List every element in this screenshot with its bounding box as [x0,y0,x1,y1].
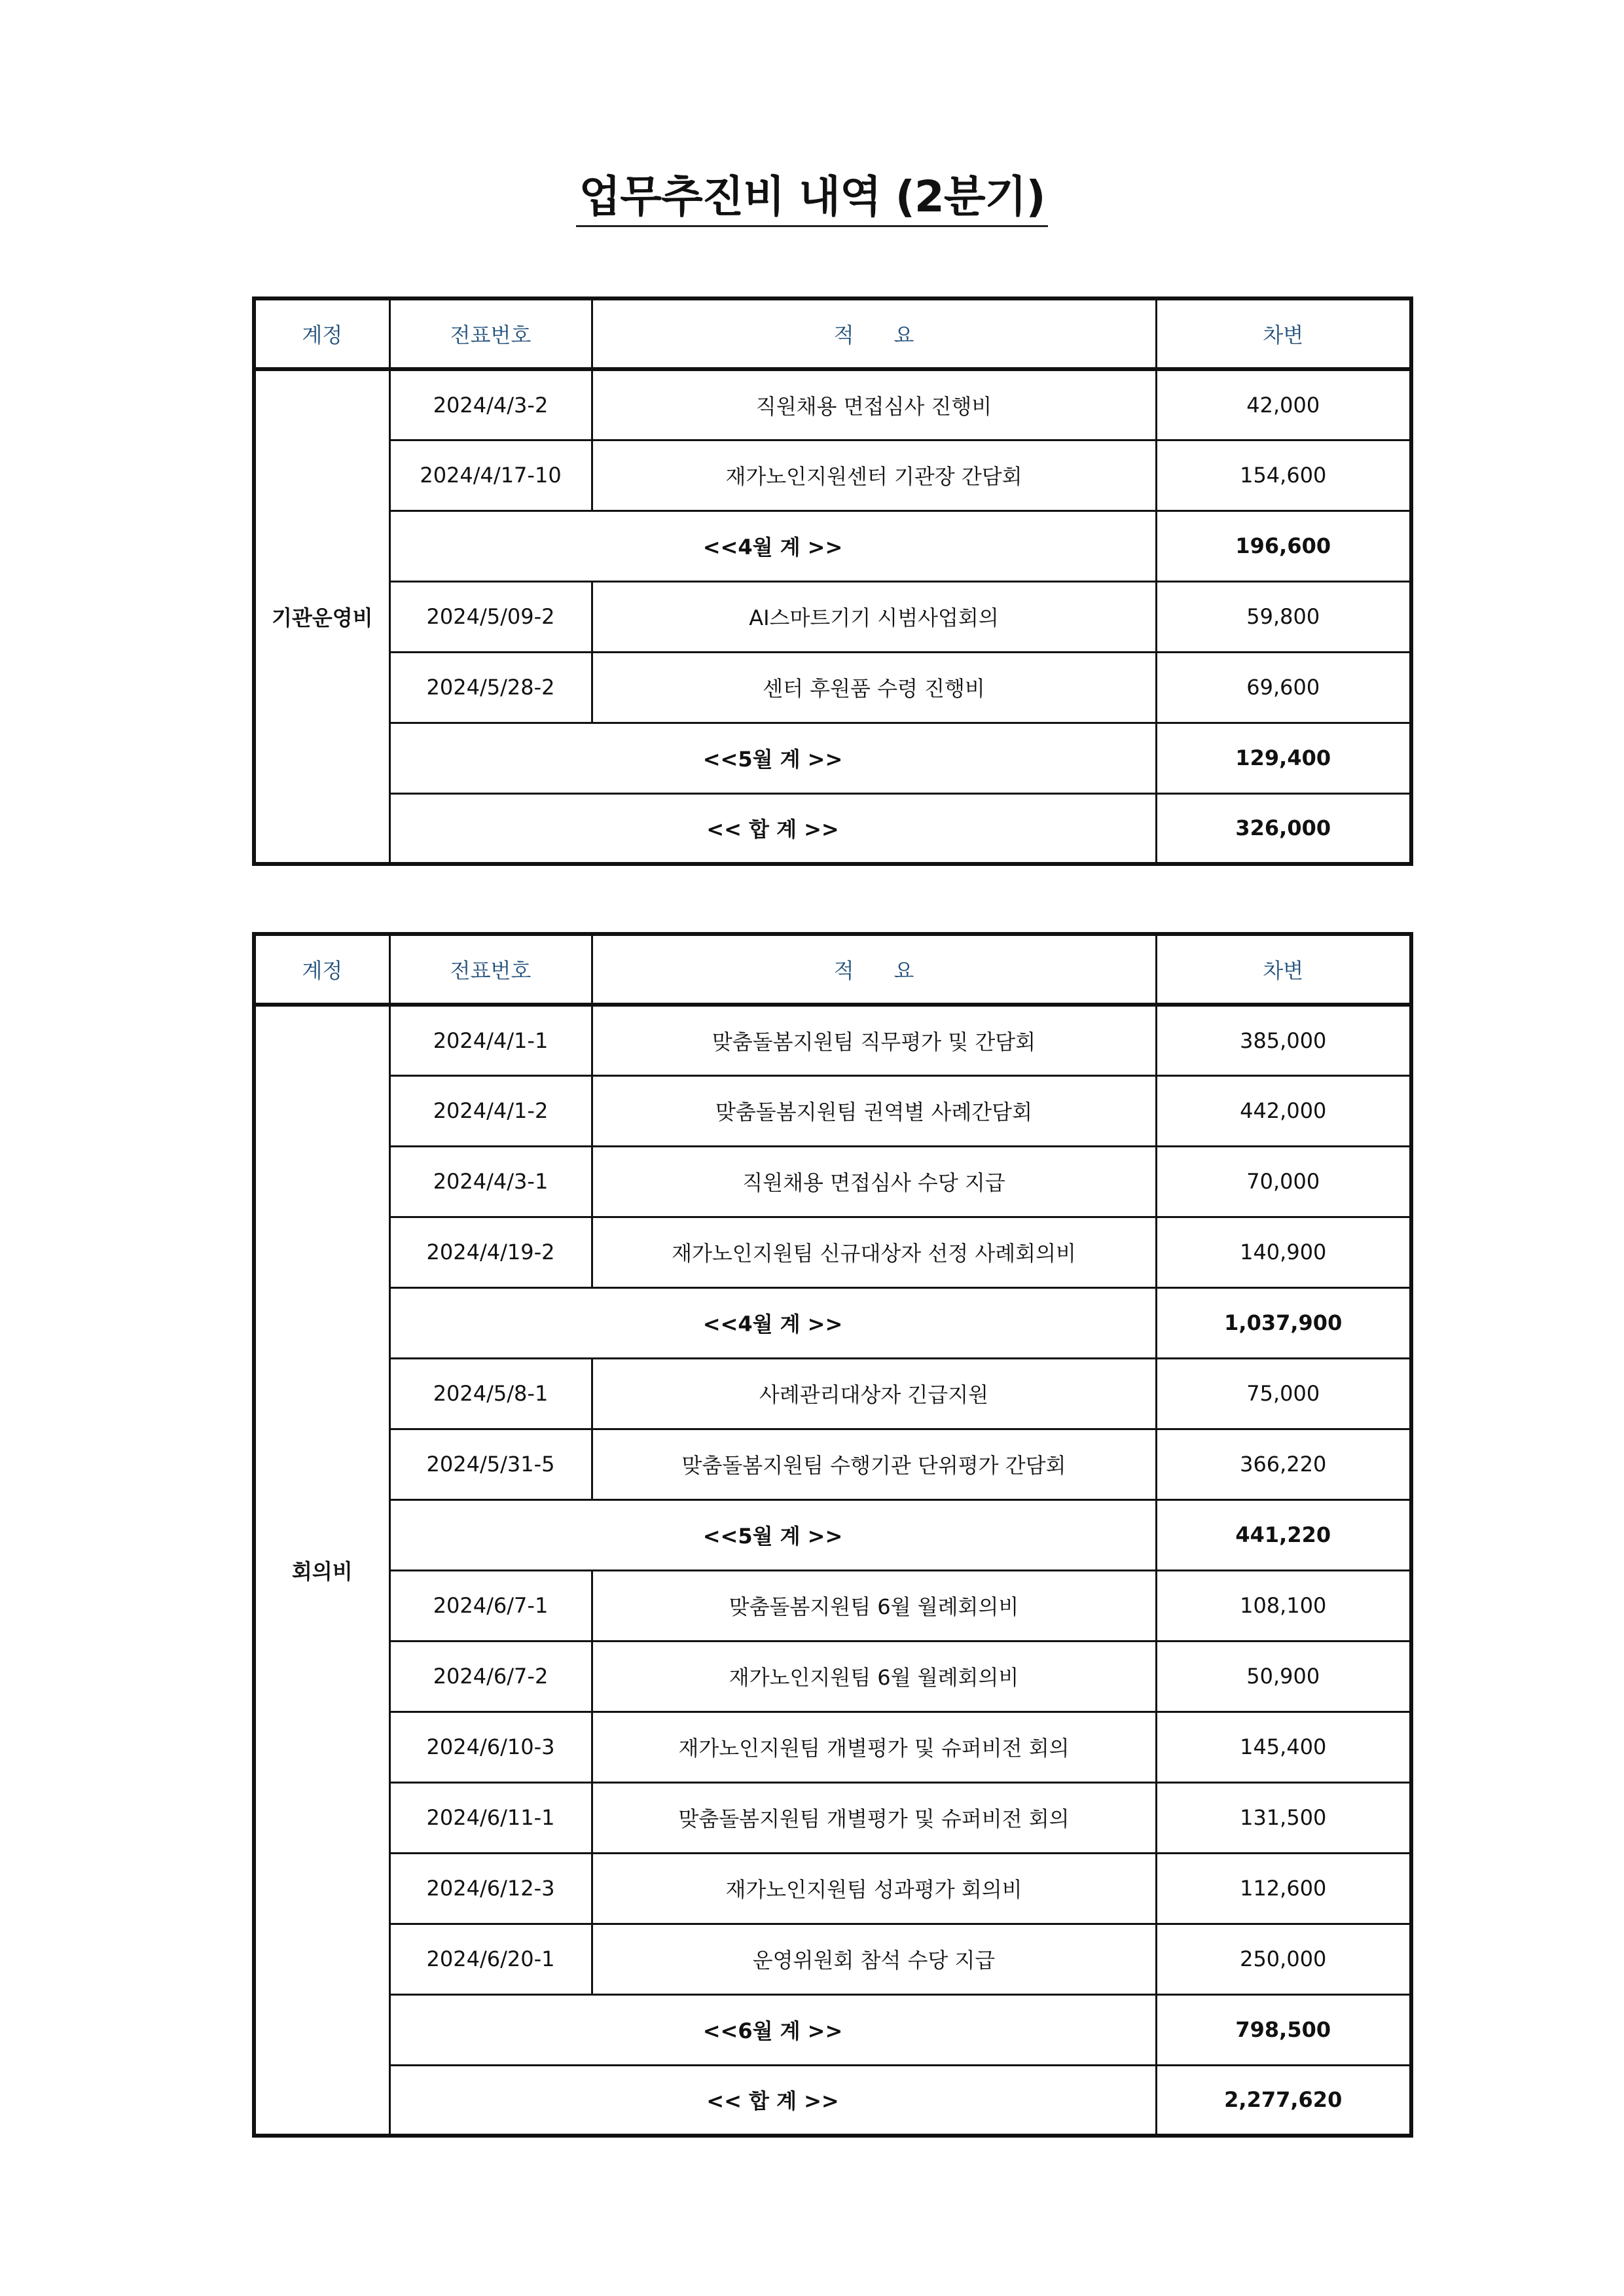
amount: 69,600 [1156,652,1411,723]
subtotal-amount: 441,220 [1156,1499,1411,1570]
amount: 131,500 [1156,1782,1411,1853]
amount: 145,400 [1156,1712,1411,1782]
description: 재가노인지원팀 개별평가 및 슈퍼비전 회의 [592,1712,1156,1782]
header-voucher: 전표번호 [389,298,592,369]
description: 맞춤돌봄지원팀 개별평가 및 슈퍼비전 회의 [592,1782,1156,1853]
table-row [254,1570,1411,1641]
header-description: 적 요 [592,934,1156,1005]
voucher-number: 2024/6/7-2 [389,1641,592,1712]
description: 재가노인지원팀 성과평가 회의비 [592,1853,1156,1924]
description: 맞춤돌봄지원팀 6월 월례회의비 [592,1570,1156,1641]
table-row [254,1358,1411,1429]
header-debit: 차변 [1156,298,1411,369]
description: 센터 후원품 수령 진행비 [592,652,1156,723]
voucher-number: 2024/6/11-1 [389,1782,592,1853]
header-account: 계정 [254,298,389,369]
description: 직원채용 면접심사 수당 지급 [592,1146,1156,1217]
voucher-number: 2024/5/31-5 [389,1429,592,1499]
voucher-number: 2024/4/17-10 [389,440,592,511]
subtotal-label: <<4월 계 >> [389,511,1156,581]
amount: 70,000 [1156,1146,1411,1217]
amount: 112,600 [1156,1853,1411,1924]
subtotal-label: << 합 계 >> [389,2065,1156,2136]
header-row [254,934,1411,1005]
page-title-text: 업무추진비 내역 (2분기) [576,173,1047,227]
subtotal-row [254,511,1411,581]
description: 맞춤돌봄지원팀 수행기관 단위평가 간담회 [592,1429,1156,1499]
table-row [254,1075,1411,1146]
voucher-number: 2024/6/7-1 [389,1570,592,1641]
page-title [0,171,1624,227]
amount: 42,000 [1156,369,1411,440]
amount: 50,900 [1156,1641,1411,1712]
amount: 75,000 [1156,1358,1411,1429]
description: 직원채용 면접심사 진행비 [592,369,1156,440]
table-row [254,1146,1411,1217]
header-row [254,298,1411,369]
subtotal-amount: 196,600 [1156,511,1411,581]
subtotal-row [254,1499,1411,1570]
table-row [254,1005,1411,1075]
subtotal-row [254,1287,1411,1358]
subtotal-amount: 2,277,620 [1156,2065,1411,2136]
header-voucher: 전표번호 [389,934,592,1005]
voucher-number: 2024/5/8-1 [389,1358,592,1429]
subtotal-label: <<6월 계 >> [389,1994,1156,2065]
subtotal-amount: 798,500 [1156,1994,1411,2065]
expense-table-operations [252,296,1413,866]
header-description: 적 요 [592,298,1156,369]
header-debit: 차변 [1156,934,1411,1005]
subtotal-row [254,1994,1411,2065]
amount: 250,000 [1156,1924,1411,1994]
amount: 154,600 [1156,440,1411,511]
subtotal-label: << 합 계 >> [389,793,1156,864]
amount: 385,000 [1156,1005,1411,1075]
amount: 59,800 [1156,581,1411,652]
table-row [254,440,1411,511]
description: 맞춤돌봄지원팀 권역별 사례간담회 [592,1075,1156,1146]
table-row [254,1641,1411,1712]
subtotal-label: <<4월 계 >> [389,1287,1156,1358]
table-row [254,1429,1411,1499]
description: 사례관리대상자 긴급지원 [592,1358,1156,1429]
amount: 366,220 [1156,1429,1411,1499]
voucher-number: 2024/4/1-1 [389,1005,592,1075]
description: 운영위원회 참석 수당 지급 [592,1924,1156,1994]
table-body [254,369,1411,864]
voucher-number: 2024/6/12-3 [389,1853,592,1924]
table-row [254,1853,1411,1924]
amount: 140,900 [1156,1217,1411,1287]
subtotal-row [254,2065,1411,2136]
subtotal-row [254,723,1411,793]
amount: 442,000 [1156,1075,1411,1146]
description: 재가노인지원센터 기관장 간담회 [592,440,1156,511]
table-body [254,1005,1411,2136]
voucher-number: 2024/4/1-2 [389,1075,592,1146]
voucher-number: 2024/5/09-2 [389,581,592,652]
subtotal-amount: 326,000 [1156,793,1411,864]
subtotal-label: <<5월 계 >> [389,1499,1156,1570]
description: AI스마트기기 시범사업회의 [592,581,1156,652]
voucher-number: 2024/5/28-2 [389,652,592,723]
account-name: 기관운영비 [254,369,389,864]
voucher-number: 2024/4/19-2 [389,1217,592,1287]
expense-table-meetings [252,932,1413,2138]
description: 맞춤돌봄지원팀 직무평가 및 간담회 [592,1005,1156,1075]
voucher-number: 2024/6/10-3 [389,1712,592,1782]
table-row [254,1217,1411,1287]
subtotal-amount: 129,400 [1156,723,1411,793]
voucher-number: 2024/6/20-1 [389,1924,592,1994]
table-row [254,581,1411,652]
amount: 108,100 [1156,1570,1411,1641]
subtotal-label: <<5월 계 >> [389,723,1156,793]
subtotal-row [254,793,1411,864]
header-account: 계정 [254,934,389,1005]
description: 재가노인지원팀 6월 월례회의비 [592,1641,1156,1712]
account-name: 회의비 [254,1005,389,2136]
voucher-number: 2024/4/3-1 [389,1146,592,1217]
table-row [254,1712,1411,1782]
table-row [254,369,1411,440]
table-row [254,1782,1411,1853]
subtotal-amount: 1,037,900 [1156,1287,1411,1358]
table-row [254,1924,1411,1994]
voucher-number: 2024/4/3-2 [389,369,592,440]
table-row [254,652,1411,723]
description: 재가노인지원팀 신규대상자 선정 사례회의비 [592,1217,1156,1287]
